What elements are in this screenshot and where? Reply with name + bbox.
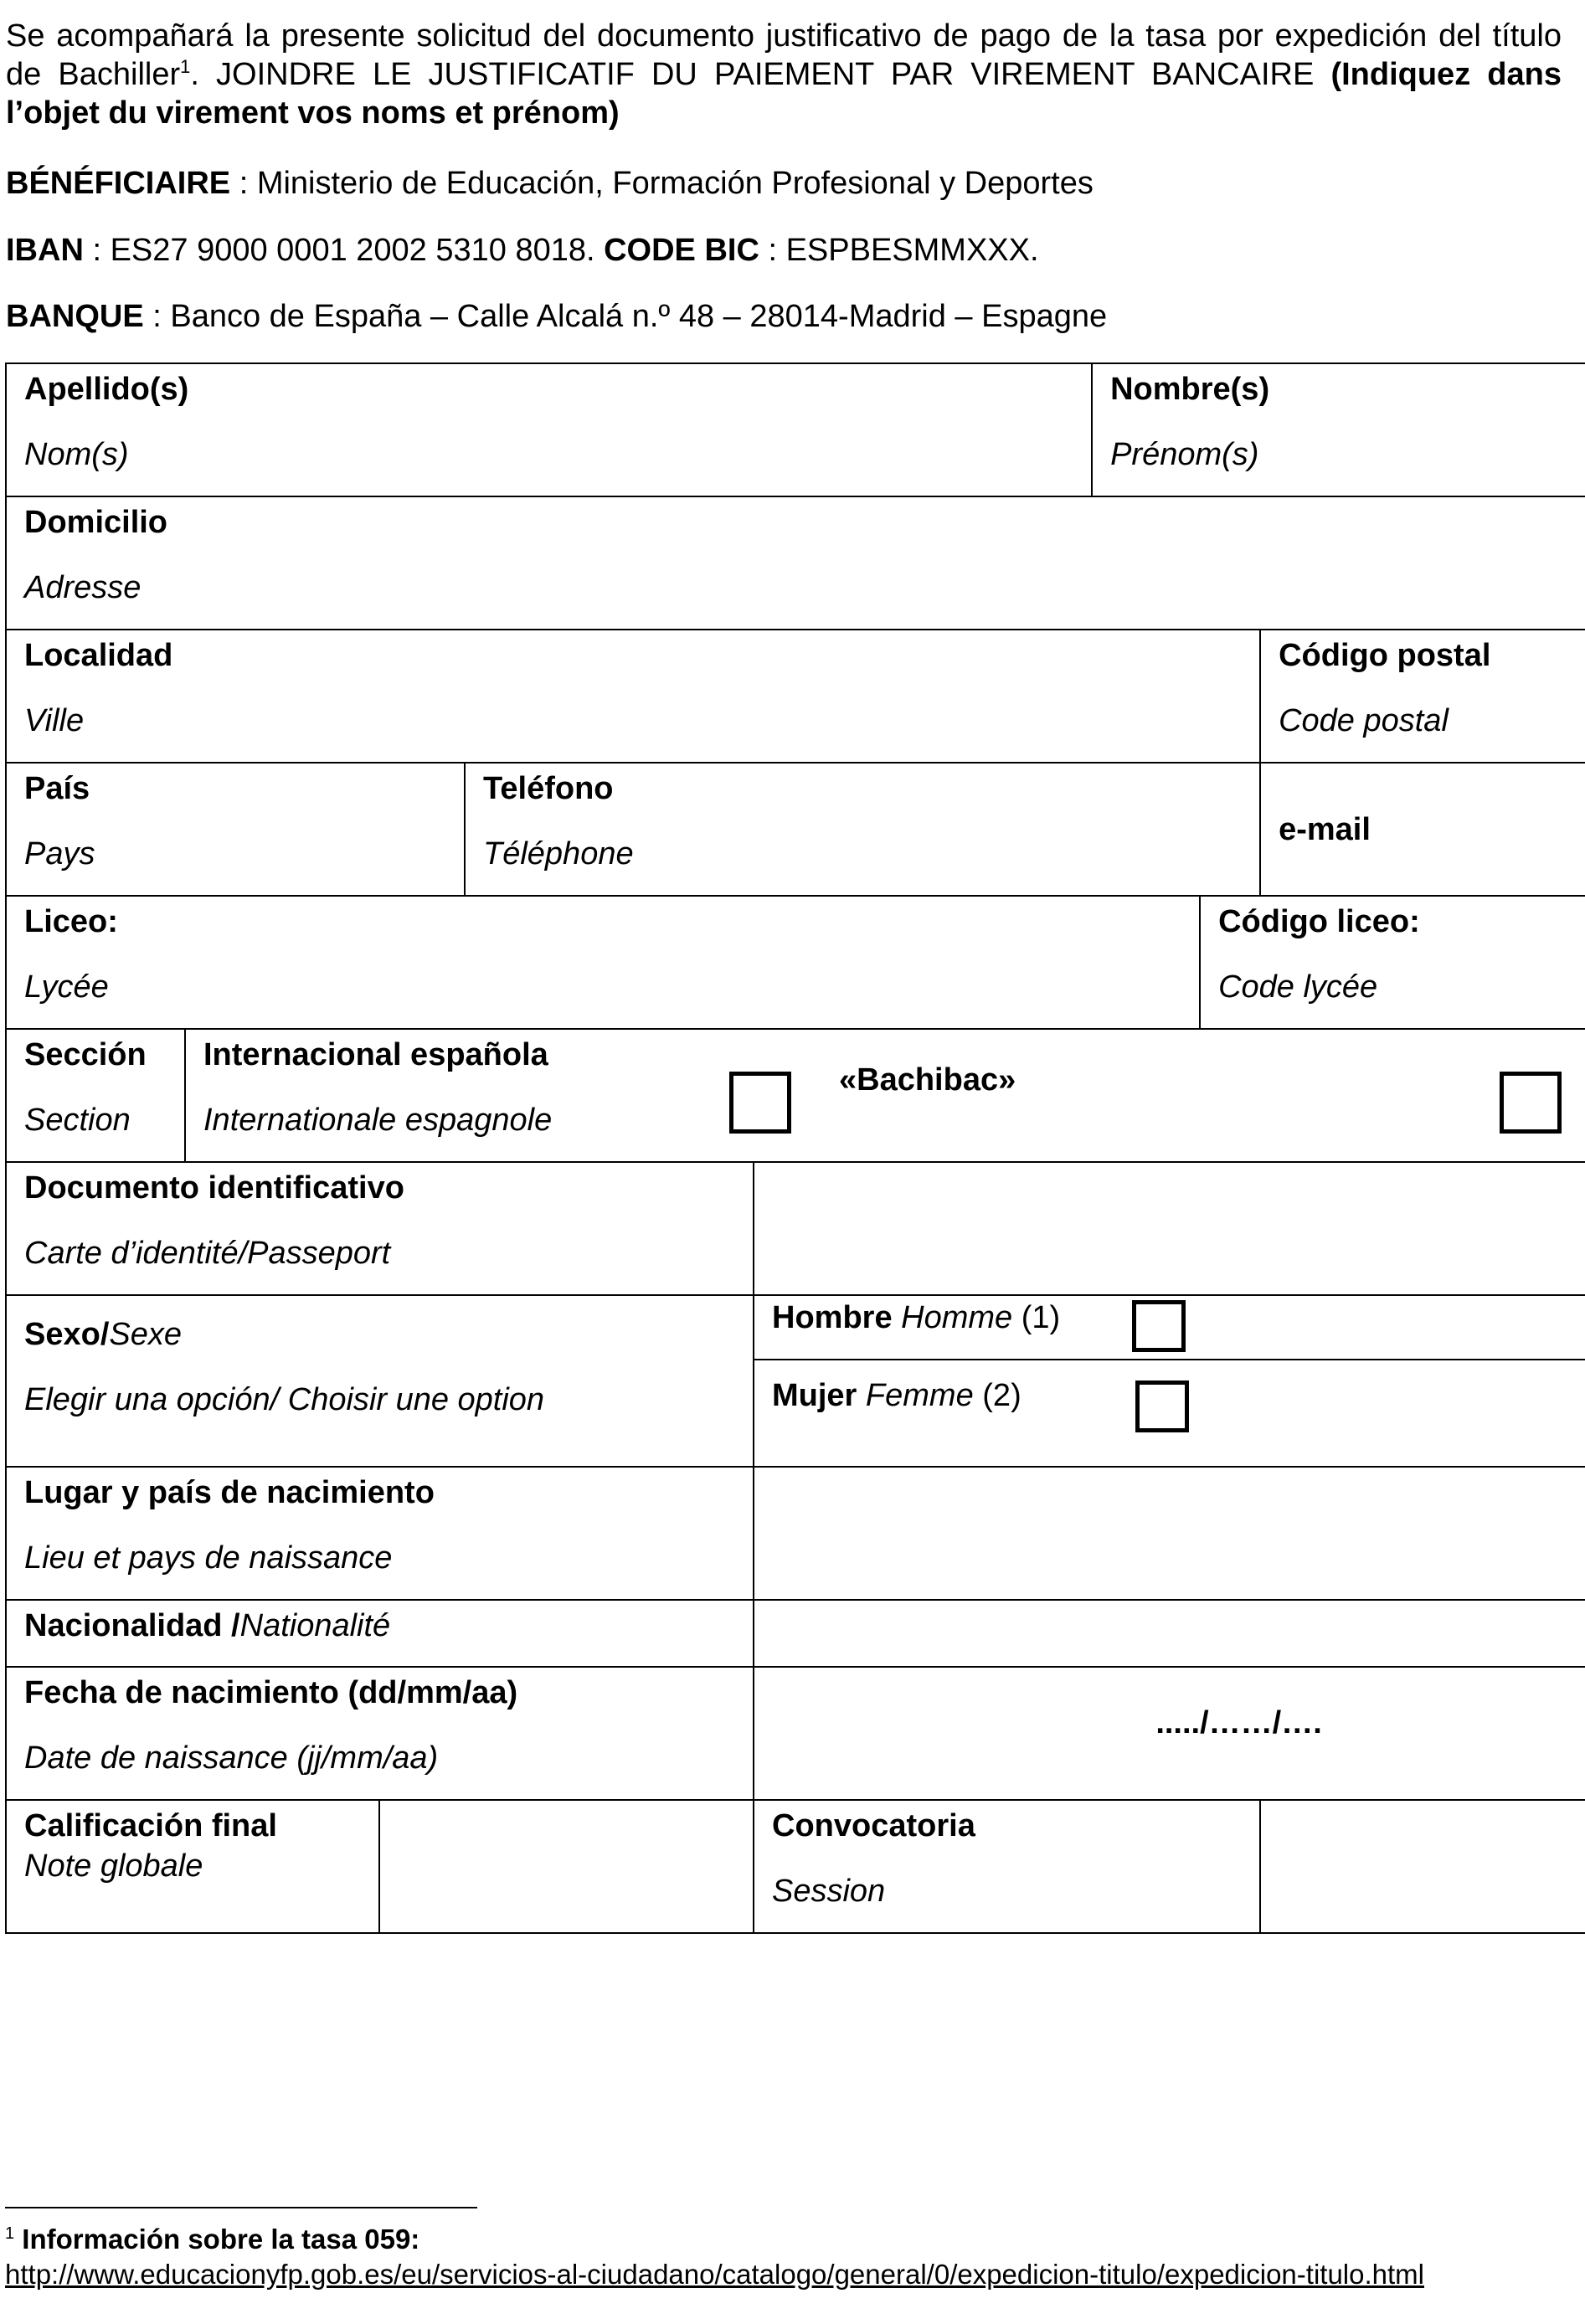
email-field[interactable]: [1260, 763, 1585, 896]
intro-line-2b: . JOINDRE LE JUSTIFICATIF DU PAIEMENT PAR VIREMENT BANCAIRE: [190, 57, 1331, 92]
id-document-label: Documento identificativo: [24, 1170, 404, 1206]
nationality-label-fr: Nationalité: [239, 1608, 391, 1643]
birthdate-label-cell: [6, 1667, 754, 1800]
birthdate-label-fr: Date de naissance (jj/mm/aa): [24, 1740, 439, 1776]
international-checkbox[interactable]: [729, 1072, 791, 1134]
session-input[interactable]: [1260, 1800, 1585, 1933]
school-label: Liceo:: [24, 904, 118, 939]
row-section: [6, 1029, 1585, 1162]
female-option-cell: [754, 1360, 1585, 1467]
postal-code-field[interactable]: [1260, 630, 1585, 763]
row-birthdate: [6, 1667, 1585, 1800]
bank-value: : Banco de España – Calle Alcalá n.º 48 – 28014-Madrid – Espagne: [143, 299, 1108, 334]
given-name-label: Nombre(s): [1110, 372, 1270, 407]
row-city: [6, 630, 1585, 763]
school-code-label: Código liceo:: [1218, 904, 1420, 939]
country-label-fr: Pays: [24, 836, 95, 872]
male-option-label: [772, 1301, 1060, 1334]
male-label-fr: Homme: [901, 1300, 1013, 1335]
sex-label: [24, 1318, 753, 1351]
footnote-separator: [5, 2207, 477, 2208]
beneficiary-label: BÉNÉFICIAIRE: [6, 166, 231, 201]
surname-label: Apellido(s): [24, 372, 189, 407]
intro-line-1: Se acompañará la presente solicitud del documento justificativo de pago de la tasa por expedición del título: [6, 18, 1562, 54]
postal-code-label-fr: Code postal: [1279, 703, 1449, 738]
row-names: [6, 363, 1585, 496]
phone-label-fr: Téléphone: [483, 836, 634, 872]
female-label-es: Mujer: [772, 1378, 857, 1413]
address-label: Domicilio: [24, 505, 168, 540]
beneficiary-value: : Ministerio de Educación, Formación Profesional y Deportes: [230, 166, 1094, 201]
school-field[interactable]: [6, 896, 1200, 1029]
id-document-input[interactable]: [754, 1162, 1585, 1295]
male-option-cell: [754, 1295, 1585, 1360]
session-label-fr: Session: [772, 1874, 886, 1909]
bank-label: BANQUE: [6, 299, 144, 334]
row-school: [6, 896, 1585, 1029]
city-field[interactable]: [6, 630, 1260, 763]
international-label-fr: Internationale espagnole: [203, 1103, 553, 1138]
surname-label-fr: Nom(s): [24, 437, 129, 472]
iban-label: IBAN: [6, 233, 84, 268]
birthplace-input[interactable]: [754, 1467, 1585, 1600]
bank-line: [6, 297, 1562, 336]
id-document-label-cell: [6, 1162, 754, 1295]
nationality-label-cell: [6, 1600, 754, 1667]
id-document-label-fr: Carte d’identité/Passeport: [24, 1236, 391, 1271]
iban-line: [6, 231, 1562, 270]
iban-value: : ES27 9000 0001 2002 5310 8018.: [83, 233, 605, 268]
email-label: e-mail: [1279, 811, 1371, 847]
female-code: (2): [982, 1378, 1022, 1413]
footnote-reference: 1: [180, 56, 191, 77]
address-label-fr: Adresse: [24, 570, 142, 605]
birthplace-label-fr: Lieu et pays de naissance: [24, 1540, 393, 1576]
school-code-field[interactable]: [1200, 896, 1585, 1029]
phone-label: Teléfono: [483, 771, 614, 806]
beneficiary-line: [6, 164, 1562, 203]
grade-label-fr: Note globale: [24, 1848, 203, 1884]
sex-label-es: Sexo/: [24, 1317, 110, 1352]
row-sex-male: [6, 1295, 1585, 1360]
grade-label-cell: [6, 1800, 379, 1933]
grade-label: Calificación final: [24, 1808, 277, 1843]
female-option-label: [772, 1379, 1022, 1412]
address-field[interactable]: [6, 496, 1585, 630]
bic-value: : ESPBESMMXXX.: [759, 233, 1039, 268]
postal-code-label: Código postal: [1279, 638, 1491, 673]
row-country-phone: [6, 763, 1585, 896]
sex-hint: Elegir una opción/ Choisir une option: [24, 1382, 545, 1417]
session-label: Convocatoria: [772, 1808, 975, 1843]
city-label-fr: Ville: [24, 703, 85, 738]
session-label-cell: [754, 1800, 1260, 1933]
footnote-title-line: [5, 2222, 1424, 2257]
international-label: Internacional española: [203, 1037, 548, 1072]
given-name-label-fr: Prénom(s): [1110, 437, 1259, 472]
row-nationality: [6, 1600, 1585, 1667]
intro-line-2a: de Bachiller: [6, 57, 181, 92]
female-label-fr: Femme: [865, 1378, 974, 1413]
sex-label-cell: [6, 1295, 754, 1467]
male-code: (1): [1021, 1300, 1061, 1335]
row-id-document: [6, 1162, 1585, 1295]
phone-field[interactable]: [465, 763, 1260, 896]
row-grade: [6, 1800, 1585, 1933]
bachibac-label: «Bachibac»: [839, 1062, 1016, 1098]
bic-label: CODE BIC: [604, 233, 759, 268]
birthplace-label-cell: [6, 1467, 754, 1600]
footnote-link[interactable]: http://www.educacionyfp.gob.es/eu/servicios-al-ciudadano/catalogo/general/0/expedicion-titulo/expedicion-titulo.html: [5, 2259, 1424, 2290]
intro-paragraph: [6, 17, 1562, 132]
section-label-fr: Section: [24, 1103, 131, 1138]
birthdate-placeholder: ...../……/….: [1155, 1705, 1322, 1740]
country-field[interactable]: [6, 763, 465, 896]
birthdate-label: Fecha de nacimiento (dd/mm/aa): [24, 1675, 518, 1710]
row-address: [6, 496, 1585, 630]
footnote-mark: 1: [5, 2224, 15, 2243]
male-label-es: Hombre: [772, 1300, 893, 1335]
school-label-fr: Lycée: [24, 969, 109, 1005]
nationality-label-es: Nacionalidad /: [24, 1608, 240, 1643]
sex-label-fr: Sexe: [109, 1317, 183, 1352]
section-label: Sección: [24, 1037, 147, 1072]
row-birthplace: [6, 1467, 1585, 1600]
grade-input[interactable]: [379, 1800, 754, 1933]
school-code-label-fr: Code lycée: [1218, 969, 1378, 1005]
section-options-cell: [185, 1029, 1585, 1162]
male-checkbox[interactable]: [1132, 1300, 1186, 1352]
country-label: País: [24, 771, 90, 806]
nationality-input[interactable]: [754, 1600, 1585, 1667]
section-label-cell: [6, 1029, 185, 1162]
nationality-label: [24, 1609, 753, 1643]
personal-data-form: [5, 362, 1585, 1934]
footnote-title: Información sobre la tasa 059:: [22, 2224, 420, 2255]
footnote: [5, 2222, 1424, 2292]
given-name-field[interactable]: [1092, 363, 1585, 496]
birthplace-label: Lugar y país de nacimiento: [24, 1475, 435, 1510]
city-label: Localidad: [24, 638, 173, 673]
female-checkbox[interactable]: [1135, 1381, 1189, 1432]
bachibac-checkbox[interactable]: [1500, 1072, 1562, 1134]
birthdate-input[interactable]: [754, 1667, 1585, 1800]
surname-field[interactable]: [6, 363, 1092, 496]
intro-bold-note: (Indiquez dans l’objet du virement vos noms et prénom): [6, 57, 1562, 131]
